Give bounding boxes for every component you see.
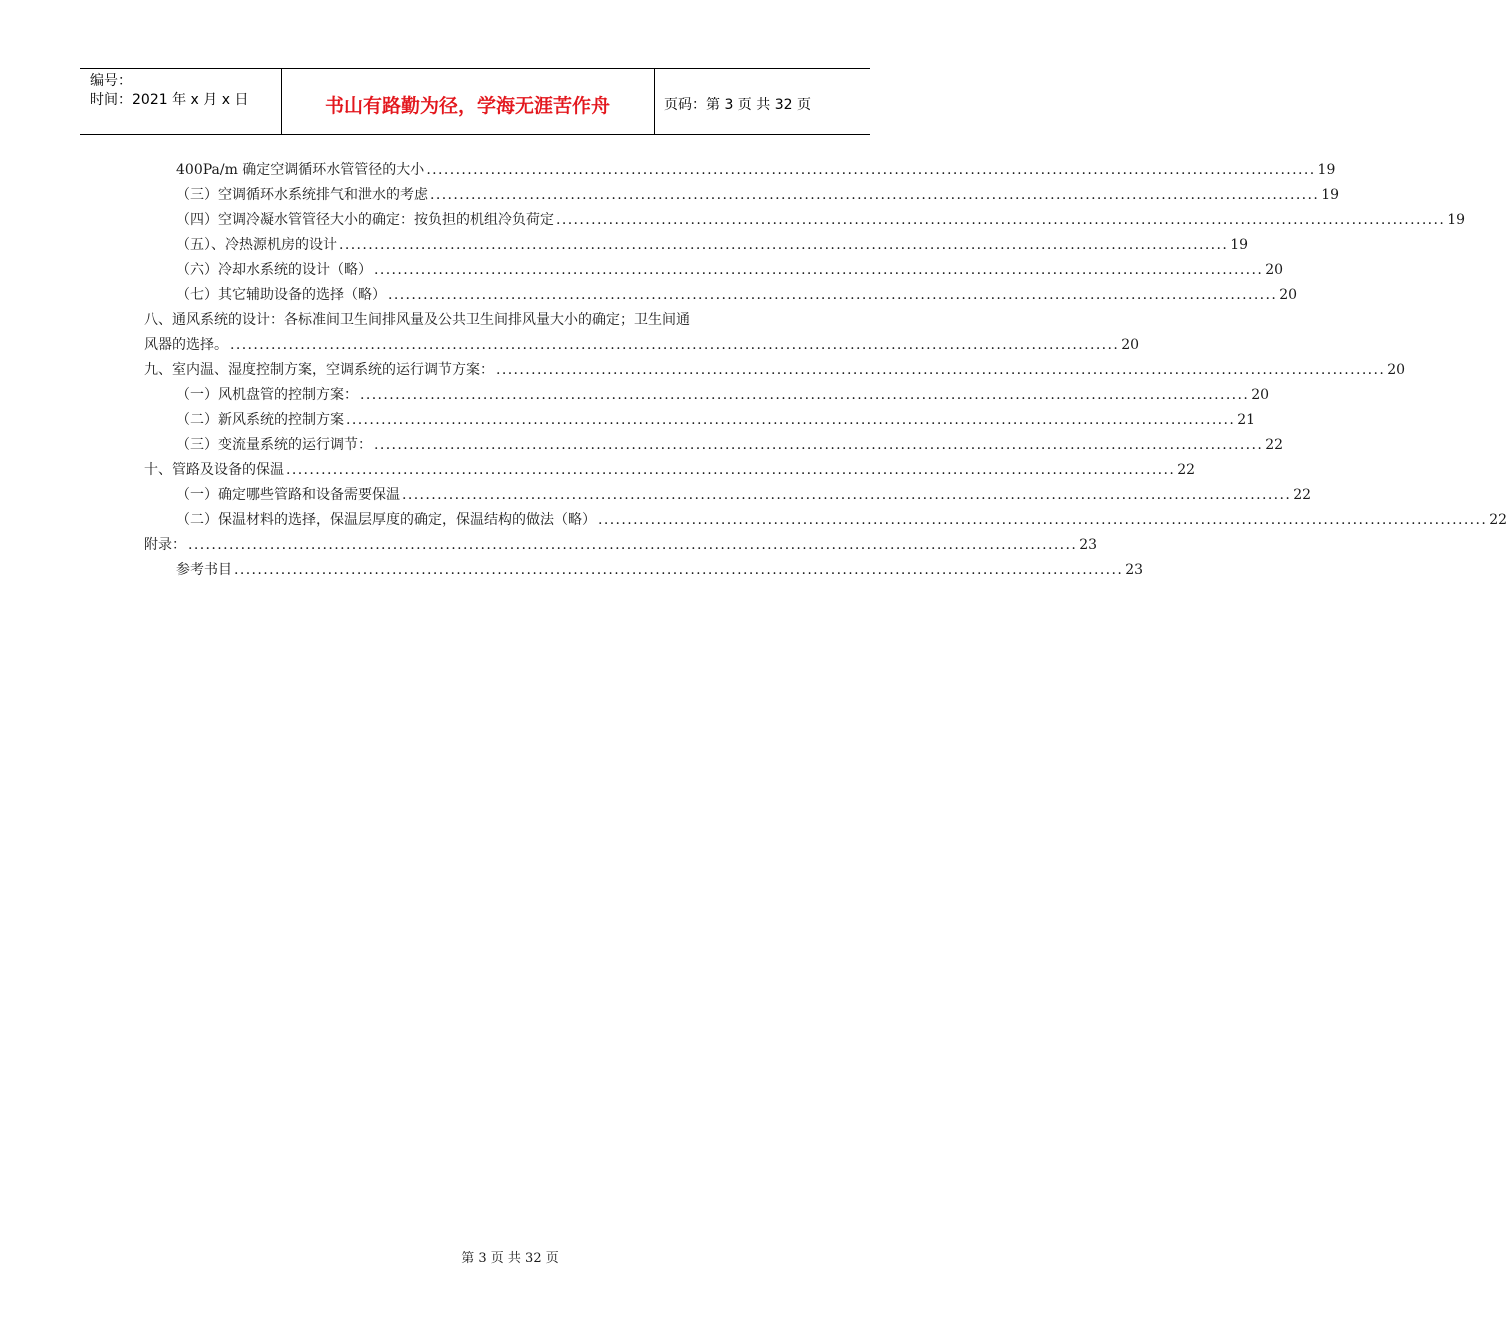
toc-entry[interactable] bbox=[176, 160, 1336, 180]
toc-entry[interactable] bbox=[176, 235, 1249, 255]
page-header bbox=[80, 68, 870, 135]
toc-entry-title: 十、管路及设备的保温 bbox=[144, 462, 284, 478]
toc-entry[interactable] bbox=[176, 285, 1298, 305]
toc-entry-title: （二）保温材料的选择，保温层厚度的确定，保温结构的做法（略） bbox=[176, 512, 596, 528]
toc-entry-page: 19 bbox=[1321, 187, 1340, 203]
toc-entry[interactable] bbox=[144, 460, 1196, 480]
toc-entry[interactable] bbox=[176, 435, 1284, 455]
toc-entry[interactable] bbox=[144, 360, 1406, 380]
toc-entry-page: 20 bbox=[1279, 287, 1298, 303]
toc-entry-page: 22 bbox=[1293, 487, 1312, 503]
page-footer: 第 3 页 共 32 页 bbox=[461, 1251, 559, 1266]
toc-entry[interactable] bbox=[176, 185, 1340, 205]
toc-entry[interactable] bbox=[176, 260, 1284, 280]
toc-leader-dots: ........................................................................................................................................................ bbox=[188, 537, 1078, 553]
toc-leader-dots: ........................................................................................................................................................ bbox=[346, 412, 1236, 428]
toc-leader-dots: ........................................................................................................................................................ bbox=[374, 437, 1264, 453]
header-motto-cell bbox=[281, 69, 655, 134]
toc-entry[interactable] bbox=[176, 510, 1507, 530]
toc-entry-page: 23 bbox=[1079, 537, 1098, 553]
toc-leader-dots: ........................................................................................................................................................ bbox=[234, 562, 1124, 578]
toc-entry-page: 21 bbox=[1237, 412, 1256, 428]
toc-entry-page: 23 bbox=[1125, 562, 1144, 578]
toc-entry[interactable] bbox=[176, 560, 1144, 580]
toc-entry[interactable] bbox=[144, 335, 1140, 355]
toc-leader-dots: ........................................................................................................................................................ bbox=[230, 337, 1120, 353]
toc-entry[interactable] bbox=[144, 535, 1098, 555]
toc-entry-title: 八、通风系统的设计：各标准间卫生间排风量及公共卫生间排风量大小的确定；卫生间通 bbox=[144, 312, 690, 328]
document-time-label: 时间：2021 年 x 月 x 日 bbox=[90, 92, 249, 108]
toc-entry-title: （五）、冷热源机房的设计 bbox=[176, 237, 337, 253]
toc-entry[interactable] bbox=[176, 210, 1466, 230]
toc-entry-title: （三）空调循环水系统排气和泄水的考虑 bbox=[176, 187, 428, 203]
toc-leader-dots: ........................................................................................................................................................ bbox=[496, 362, 1386, 378]
toc-entry[interactable] bbox=[176, 385, 1270, 405]
toc-entry-title: 九、室内温、湿度控制方案，空调系统的运行调节方案： bbox=[144, 362, 494, 378]
toc-entry-title: 附录： bbox=[144, 537, 186, 553]
toc-entry-page: 22 bbox=[1265, 437, 1284, 453]
toc-entry[interactable] bbox=[176, 485, 1312, 505]
toc-leader-dots: ........................................................................................................................................................ bbox=[430, 187, 1320, 203]
header-meta-cell bbox=[80, 69, 282, 134]
toc-entry-wrapped-first-line[interactable] bbox=[144, 310, 806, 330]
toc-entry-page: 19 bbox=[1317, 162, 1336, 178]
document-number-label: 编号： bbox=[90, 73, 132, 89]
toc-entry-title: 参考书目 bbox=[176, 562, 232, 578]
toc-leader-dots: ........................................................................................................................................................ bbox=[339, 237, 1229, 253]
toc-leader-dots: ........................................................................................................................................................ bbox=[374, 262, 1264, 278]
toc-leader-dots: ........................................................................................................................................................ bbox=[402, 487, 1292, 503]
toc-entry-title: （四）空调冷凝水管管径大小的确定：按负担的机组冷负荷定 bbox=[176, 212, 554, 228]
toc-entry-page: 20 bbox=[1387, 362, 1406, 378]
toc-entry-page: 22 bbox=[1489, 512, 1507, 528]
toc-entry-page: 22 bbox=[1177, 462, 1196, 478]
toc-entry-page: 19 bbox=[1447, 212, 1466, 228]
toc-leader-dots: ........................................................................................................................................................ bbox=[388, 287, 1278, 303]
toc-entry-page: 19 bbox=[1230, 237, 1249, 253]
header-page-info: 页码：第 3 页 共 32 页 bbox=[664, 97, 811, 113]
toc-leader-dots: ........................................................................................................................................................ bbox=[426, 162, 1316, 178]
toc-entry-title: （二）新风系统的控制方案 bbox=[176, 412, 344, 428]
toc-entry-title: （六）冷却水系统的设计（略） bbox=[176, 262, 372, 278]
toc-entry-title: 400Pa/m 确定空调循环水管管径的大小 bbox=[176, 162, 425, 178]
toc-entry-page: 20 bbox=[1121, 337, 1140, 353]
toc-leader-dots: ........................................................................................................................................................ bbox=[360, 387, 1250, 403]
header-page-cell bbox=[654, 69, 870, 134]
toc-leader-dots: ........................................................................................................................................................ bbox=[598, 512, 1488, 528]
toc-entry-title: 风器的选择。 bbox=[144, 337, 228, 353]
toc-entry-page: 20 bbox=[1251, 387, 1270, 403]
toc-leader-dots: ........................................................................................................................................................ bbox=[286, 462, 1176, 478]
toc-leader-dots: ........................................................................................................................................................ bbox=[556, 212, 1446, 228]
toc-entry-page: 20 bbox=[1265, 262, 1284, 278]
toc-entry-title: （一）确定哪些管路和设备需要保温 bbox=[176, 487, 400, 503]
toc-entry-title: （三）变流量系统的运行调节： bbox=[176, 437, 372, 453]
toc-entry[interactable] bbox=[176, 410, 1256, 430]
toc-entry-title: （七）其它辅助设备的选择（略） bbox=[176, 287, 386, 303]
toc-entry-title: （一）风机盘管的控制方案： bbox=[176, 387, 358, 403]
header-motto: 书山有路勤为径，学海无涯苦作舟 bbox=[324, 95, 610, 117]
